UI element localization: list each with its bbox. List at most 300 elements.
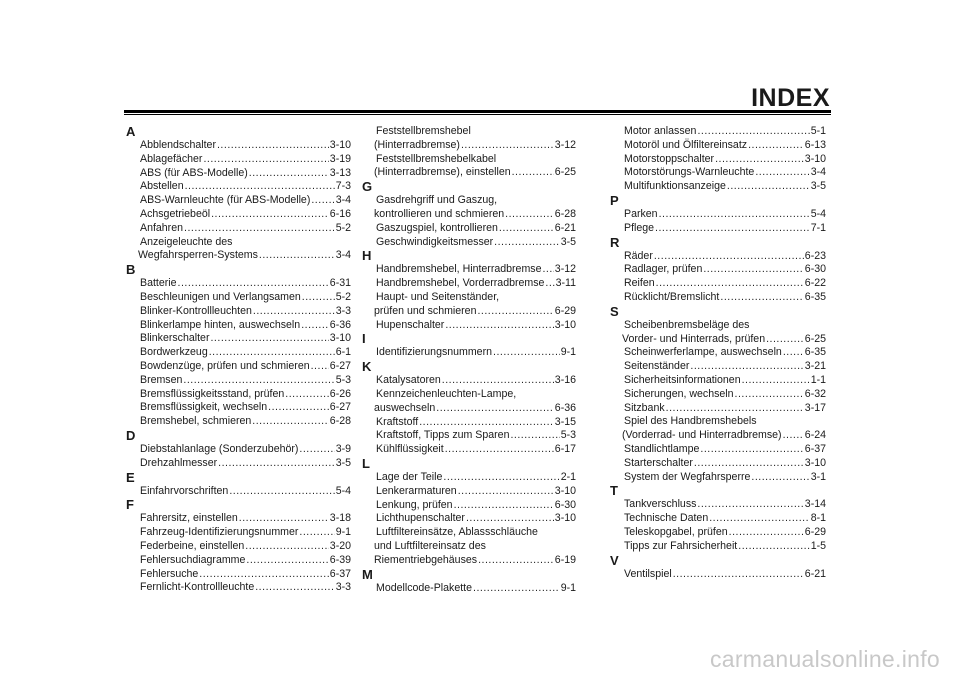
entry-text: Katalysatoren [376,374,441,387]
index-entry [126,319,351,333]
index-letter-heading: K [362,359,372,375]
index-entry [362,319,576,333]
index-entry [126,139,351,153]
dot-leader [748,139,804,153]
entry-text: Bremshebel, schmieren [140,415,252,428]
index-entry [126,540,351,554]
dot-leader [783,346,804,360]
dot-leader [203,153,328,167]
index-letter-heading: E [126,469,135,485]
index-entry [126,305,351,319]
dot-leader [729,526,804,540]
page-title: INDEX [751,84,830,112]
page-number: 3-13 [329,166,351,179]
entry-text: Vorder- und Hinterrads, prüfen [622,332,766,345]
index-entry [362,485,576,499]
page-number: 6-25 [554,166,576,179]
page-number: 9-1 [560,346,576,359]
index-letter-heading: L [362,455,370,471]
index-entry [126,554,351,568]
dot-leader [466,512,554,526]
index-entry [126,222,351,236]
index-entry-continuation [362,139,576,153]
entry-text: Sicherheitsinformationen [624,373,741,386]
entry-text: (Vorderrad- und Hinterradbremse) [622,429,782,442]
entry-text: Hupenschalter [376,318,445,331]
entry-text: Achsgetriebeöl [140,207,211,220]
entry-text: Fahrersitz, einstellen [140,512,238,525]
page-number: 3-12 [554,138,576,151]
entry-text: Kühlflüssigkeit [376,443,444,456]
page-number: 6-31 [329,277,351,290]
index-letter-heading: F [126,497,134,513]
index-letter-heading: R [610,234,620,250]
dot-leader [249,167,329,181]
dot-leader [493,346,560,360]
page-number: 3-15 [554,415,576,428]
entry-text: (Hinterradbremse) [374,138,460,151]
entry-text: Starterschalter [624,456,693,469]
dot-leader [656,277,804,291]
dot-leader [245,540,329,554]
dot-leader [738,540,809,554]
page-number: 3-1 [810,470,826,483]
index-entry [610,139,826,153]
page-number: 6-32 [804,387,826,400]
page-number: 6-23 [804,249,826,262]
index-entry [126,332,351,346]
entry-text: Tankverschluss [624,498,697,511]
page-number: 6-35 [804,290,826,303]
index-entry-continuation [362,208,576,222]
entry-text: System der Wegfahrsperre [624,470,751,483]
entry-text: Lenkerarmaturen [376,484,457,497]
dot-leader [442,374,554,388]
index-entry [126,388,351,402]
index-letter-heading: I [362,331,366,347]
index-entry [610,540,826,554]
entry-text: Ablagefächer [140,152,203,165]
dot-leader [436,402,554,416]
index-column-1 [126,125,351,595]
page-number: 9-1 [335,526,351,539]
page-number: 3-10 [554,512,576,525]
dot-leader [505,208,554,222]
entry-text: Abstellen [140,180,184,193]
dot-leader [727,180,810,194]
page-number: 3-10 [329,139,351,151]
index-entry [126,277,351,291]
entry-text: Fehlersuchdiagramme [140,553,246,566]
entry-text: Identifizierungsnummern [376,346,492,359]
dot-leader [666,402,804,416]
entry-text: Tipps zur Fahrsicherheit [624,539,738,552]
page-number: 5-2 [335,290,351,303]
entry-text: auswechseln [374,401,436,414]
page-number: 8-1 [810,512,826,525]
index-entry-continuation [610,333,826,347]
dot-leader [184,222,335,236]
entry-text: Anfahren [140,221,183,234]
page-number: 6-21 [804,567,826,580]
index-entry [610,250,826,264]
page-number: 2-1 [560,470,576,483]
entry-text: Sitzbank [624,401,665,414]
entry-text: Batterie [140,277,177,290]
index-entry [126,153,351,167]
dot-leader [751,471,809,485]
entry-text: Einfahrvorschriften [140,484,229,497]
dot-leader [185,180,335,194]
entry-text: Motoröl und Ölfiltereinsatz [624,138,748,151]
dot-leader [499,222,554,236]
page-number: 7-1 [810,221,826,234]
index-entry [610,526,826,540]
dot-leader [510,429,559,443]
dot-leader [285,388,329,402]
page-number: 6-1 [335,346,351,359]
dot-leader [445,443,554,457]
entry-text: Fernlicht-Kontrollleuchte [140,581,255,594]
page-number: 5-2 [335,221,351,234]
page-number: 3-21 [804,360,826,373]
page-number: 9-1 [560,581,576,594]
index-entry [610,263,826,277]
index-entry [362,429,576,443]
page-number: 5-1 [810,125,826,137]
page-number: 3-5 [810,180,826,193]
index-entry [610,180,826,194]
index-letter-heading: V [610,552,619,568]
entry-text: Scheinwerferlampe, auswechseln [624,346,782,359]
index-entry [362,236,576,250]
entry-text: Bowdenzüge, prüfen und schmieren [140,359,310,372]
dot-leader [542,263,553,277]
index-entry [610,568,826,582]
dot-leader [473,582,560,596]
index-entry [362,222,576,236]
entry-text: Teleskopgabel, prüfen [624,525,728,538]
dot-leader [239,512,329,526]
dot-leader [697,125,809,139]
page-number: 3-10 [329,332,351,345]
page-number: 6-39 [329,553,351,566]
index-column-2 [362,125,576,595]
dot-leader [209,346,335,360]
page-number: 7-3 [335,180,351,193]
page-number: 3-18 [329,512,351,525]
index-entry [362,471,576,485]
entry-text: Handbremshebel, Vorderradbremse [376,277,545,290]
index-entry-continuation [362,305,576,319]
dot-leader [419,416,554,430]
page-number: 6-16 [329,207,351,220]
dot-leader [218,457,335,471]
page-number: 6-19 [554,553,576,566]
index-entry [610,402,826,416]
page-number: 6-37 [804,442,826,455]
index-letter-heading: P [610,192,619,208]
dot-leader [478,554,554,568]
index-entry [610,471,826,485]
page-number: 6-17 [554,443,576,456]
entry-text: ABS-Warnleuchte (für ABS-Modelle) [140,194,311,207]
index-entry [610,125,826,139]
index-entry [610,222,826,236]
index-entry [610,360,826,374]
index-entry [126,443,351,457]
page-number: 6-22 [804,277,826,290]
page-number: 6-28 [554,207,576,220]
index-entry [362,582,576,596]
entry-text: Beschleunigen und Verlangsamen [140,290,301,303]
entry-text: Technische Daten [624,512,709,525]
dot-leader [211,208,329,222]
index-entry [126,208,351,222]
dot-leader [715,153,804,167]
page-number: 6-21 [554,221,576,234]
index-entry [610,498,826,512]
index-entry [610,153,826,167]
index-entry: Luftfiltereinsätze, Ablassschläuche [376,526,538,539]
dot-leader [512,166,554,180]
page-number: 3-4 [335,249,351,262]
index-entry [362,277,576,291]
page-number: 6-24 [804,429,826,442]
page-number: 3-10 [554,318,576,331]
entry-text: Abblendschalter [140,139,216,151]
index-letter-heading: B [126,262,136,278]
page-number: 3-5 [560,235,576,248]
index-letter-heading: H [362,248,372,264]
dot-leader [755,166,809,180]
page-number: 3-4 [810,166,826,179]
page-number: 3-14 [804,498,826,511]
index-entry [610,512,826,526]
index-entry: Gasdrehgriff und Gaszug, [376,194,498,207]
index-entry [126,180,351,194]
page-number: 5-3 [335,373,351,386]
index-entry [126,485,351,499]
dot-leader [299,526,334,540]
page-number: 3-19 [329,152,351,165]
dot-leader [443,471,559,485]
page-number: 6-30 [804,263,826,276]
entry-text: Lage der Teile [376,470,443,483]
page-number: 6-30 [554,498,576,511]
dot-leader [255,581,334,595]
entry-text: Geschwindigkeitsmesser [376,235,494,248]
index-entry [126,167,351,181]
entry-text: ABS (für ABS-Modelle) [140,166,248,179]
dot-leader [268,401,329,415]
entry-text: Seitenständer [624,360,690,373]
entry-text: Bremsflüssigkeit, wechseln [140,401,268,414]
dot-leader [655,222,810,236]
index-entry: Feststellbremshebelkabel [376,152,497,165]
dot-leader [252,415,329,429]
entry-text: Diebstahlanlage (Sonderzubehör) [140,442,299,455]
dot-leader [445,319,553,333]
page-number: 6-37 [329,567,351,580]
dot-leader [253,305,335,319]
entry-text: kontrollieren und schmieren [374,207,505,220]
page-number: 6-13 [804,138,826,151]
page-number: 3-17 [804,401,826,414]
index-entry [610,208,826,222]
page-number: 3-3 [335,304,351,317]
dot-leader [301,319,329,333]
index-entry [126,374,351,388]
index-entry [362,416,576,430]
index-letter-heading: G [362,179,373,195]
dot-leader [694,457,804,471]
index-entry [126,360,351,374]
index-entry [610,166,826,180]
page-number: 5-3 [560,429,576,442]
dot-leader [783,429,804,443]
dot-leader [178,277,329,291]
page-number: 3-5 [335,456,351,469]
entry-text: Multifunktionsanzeige [624,180,726,193]
index-entry [126,457,351,471]
index-entry [610,457,826,471]
page-number: 3-12 [554,263,576,276]
index-entry [362,443,576,457]
dot-leader [461,139,554,153]
entry-text: Lenkung, prüfen [376,498,453,511]
entry-text: Modellcode-Plakette [376,581,472,594]
entry-text: (Hinterradbremse), einstellen [374,166,511,179]
index-entry: Spiel des Handbremshebels [624,415,757,428]
page-number: 6-26 [329,387,351,400]
index-entry: Kennzeichenleuchten-Lampe, [376,387,517,400]
entry-text: Parken [624,207,658,220]
watermark: carmanualsonline.info [709,646,940,672]
index-entry [362,346,576,360]
entry-text: Federbeine, einstellen [140,539,245,552]
index-entry [126,346,351,360]
page-number: 6-27 [329,359,351,372]
index-column-3 [610,125,826,581]
index-entry: Scheibenbremsbeläge des [624,318,750,331]
dot-leader [311,194,334,208]
page-number: 3-9 [335,442,351,455]
entry-text: Lichthupenschalter [376,512,465,525]
index-entry-continuation [126,249,351,263]
index-entry [126,415,351,429]
entry-text: Gaszugspiel, kontrollieren [376,221,498,234]
dot-leader [654,250,804,264]
index-entry-continuation [610,429,826,443]
page-number: 5-4 [810,207,826,220]
dot-leader [210,332,328,346]
index-entry [126,194,351,208]
entry-text: prüfen und schmieren [374,304,477,317]
dot-leader [199,568,329,582]
index-entry: Haupt- und Seitenständer, [376,290,500,303]
entry-text: Reifen [624,277,655,290]
entry-text: Bordwerkzeug [140,346,208,359]
index-entry [362,374,576,388]
dot-leader [458,485,554,499]
index-letter-heading: T [610,483,618,499]
page-number: 3-20 [329,539,351,552]
page-number: 3-10 [804,152,826,165]
entry-text: Radlager, prüfen [624,263,703,276]
dot-leader [720,291,803,305]
page-number: 3-10 [804,456,826,469]
page-number: 3-10 [554,484,576,497]
index-entry [126,526,351,540]
dot-leader [183,374,334,388]
page-number: 1-5 [810,539,826,552]
page-number: 3-4 [335,194,351,207]
index-entry [362,512,576,526]
entry-text: Blinkerschalter [140,332,210,345]
index-letter-heading: A [126,124,136,139]
entry-text: Motorstoppschalter [624,152,715,165]
index-letter-heading: M [362,566,373,582]
dot-leader [311,360,329,374]
index-entry-continuation: und Luftfiltereinsatz des [374,539,486,552]
dot-leader [477,305,553,319]
entry-text: Kraftstoff [376,415,419,428]
dot-leader [302,291,335,305]
index-entry [610,291,826,305]
index-entry [610,374,826,388]
index-entry: Anzeigeleuchte des [140,235,233,248]
index-entry [610,443,826,457]
entry-text: Motor anlassen [624,125,697,137]
dot-leader [299,443,334,457]
entry-text: Motorstörungs-Warnleuchte [624,166,755,179]
index-entry [126,401,351,415]
dot-leader [259,249,335,263]
entry-text: Drehzahlmesser [140,456,218,469]
index-entry [126,581,351,595]
index-entry-continuation [362,166,576,180]
page-number: 6-36 [554,401,576,414]
entry-text: Bremsen [140,373,183,386]
dot-leader [494,236,560,250]
index-letter-heading: S [610,303,619,319]
dot-leader [454,499,554,513]
dot-leader [700,443,803,457]
index-entry [610,388,826,402]
entry-text: Sicherungen, wechseln [624,387,734,400]
page-number: 5-4 [335,484,351,497]
dot-leader [217,139,329,153]
page-number: 6-25 [804,332,826,345]
index-entry [126,512,351,526]
dot-leader [709,512,809,526]
index-entry-continuation [362,402,576,416]
page-number: 6-28 [329,415,351,428]
entry-text: Handbremshebel, Hinterradbremse [376,263,542,276]
dot-leader [735,388,804,402]
index-entry: Feststellbremshebel [376,125,471,137]
dot-leader [766,333,804,347]
dot-leader [659,208,810,222]
page-number: 3-11 [555,277,576,290]
entry-text: Kraftstoff, Tipps zum Sparen [376,429,510,442]
page-number: 6-27 [329,401,351,414]
page-number: 6-29 [554,304,576,317]
entry-text: Räder [624,249,653,262]
entry-text: Ventilspiel [624,567,672,580]
page-number: 6-36 [329,318,351,331]
